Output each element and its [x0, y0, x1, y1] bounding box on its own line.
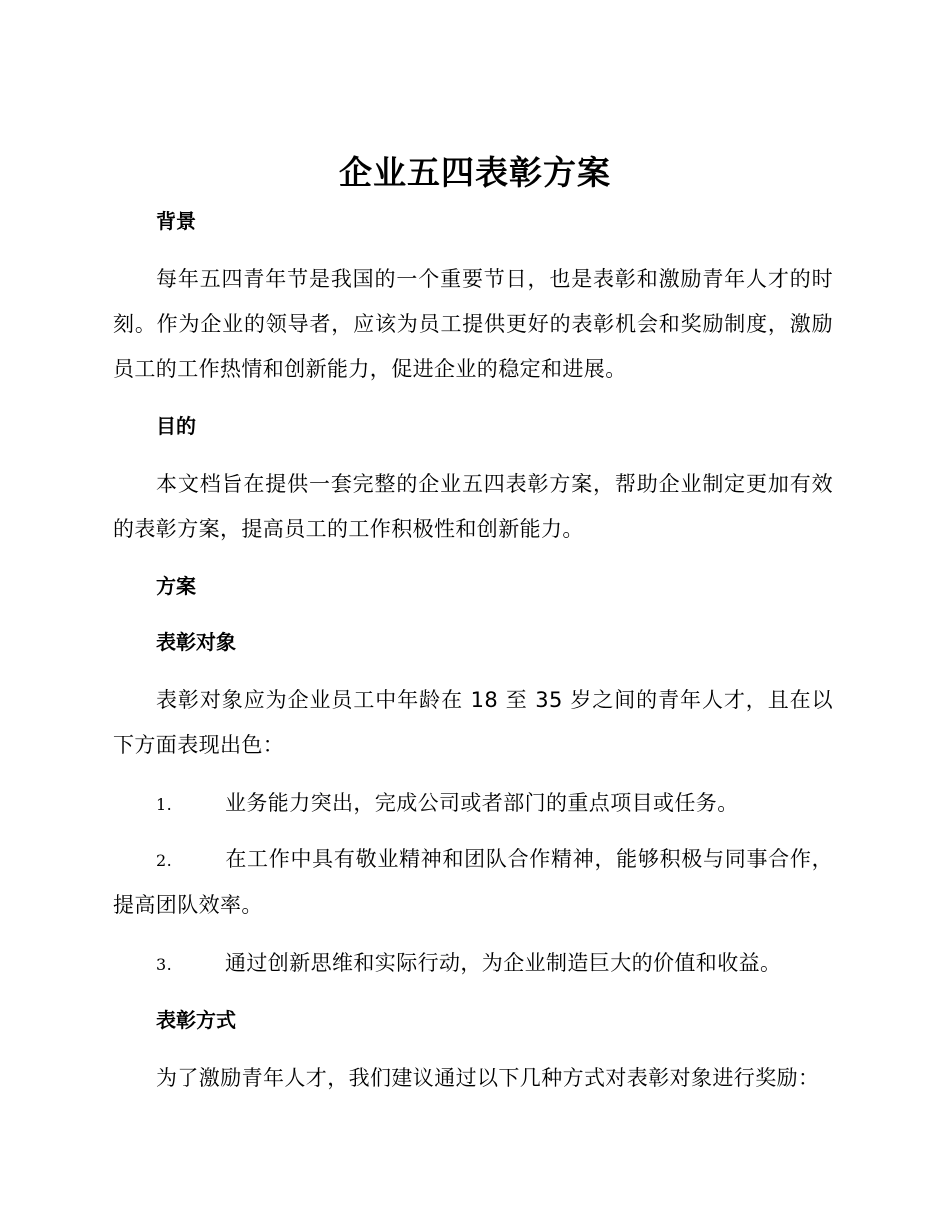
heading-background: 背景	[156, 209, 196, 233]
paragraph-purpose: 本文档旨在提供一套完整的企业五四表彰方案，帮助企业制定更加有效的表彰方案，提高员工的工作积极性和创新能力。	[113, 472, 833, 541]
list-item-text: 在工作中具有敬业精神和团队合作精神，能够积极与同事合作，提高团队效率。	[113, 847, 833, 917]
heading-recipients: 表彰对象	[156, 630, 236, 654]
list-item	[113, 837, 833, 928]
list-item	[113, 941, 833, 987]
list-item-text: 通过创新思维和实际行动，为企业制造巨大的价值和收益。	[225, 951, 782, 975]
heading-purpose: 目的	[156, 414, 196, 438]
list-number: 2.	[156, 851, 173, 870]
document-title: 企业五四表彰方案	[339, 153, 611, 192]
list-number: 3.	[156, 955, 173, 974]
list-number: 1.	[156, 795, 173, 814]
paragraph-methods: 为了激励青年人才，我们建议通过以下几种方式对表彰对象进行奖励：	[156, 1066, 820, 1090]
paragraph-background: 每年五四青年节是我国的一个重要节日，也是表彰和激励青年人才的时刻。作为企业的领导者，应该为员工提供更好的表彰机会和奖励制度，激励员工的工作热情和创新能力，促进企业的稳定和进展。	[113, 267, 833, 381]
heading-methods: 表彰方式	[156, 1008, 236, 1032]
list-item-text: 业务能力突出，完成公司或者部门的重点项目或任务。	[225, 791, 739, 815]
paragraph-recipients: 表彰对象应为企业员工中年龄在 18 至 35 岁之间的青年人才，且在以下方面表现出色：	[113, 688, 833, 757]
heading-plan: 方案	[156, 574, 196, 598]
list-item	[113, 781, 833, 827]
